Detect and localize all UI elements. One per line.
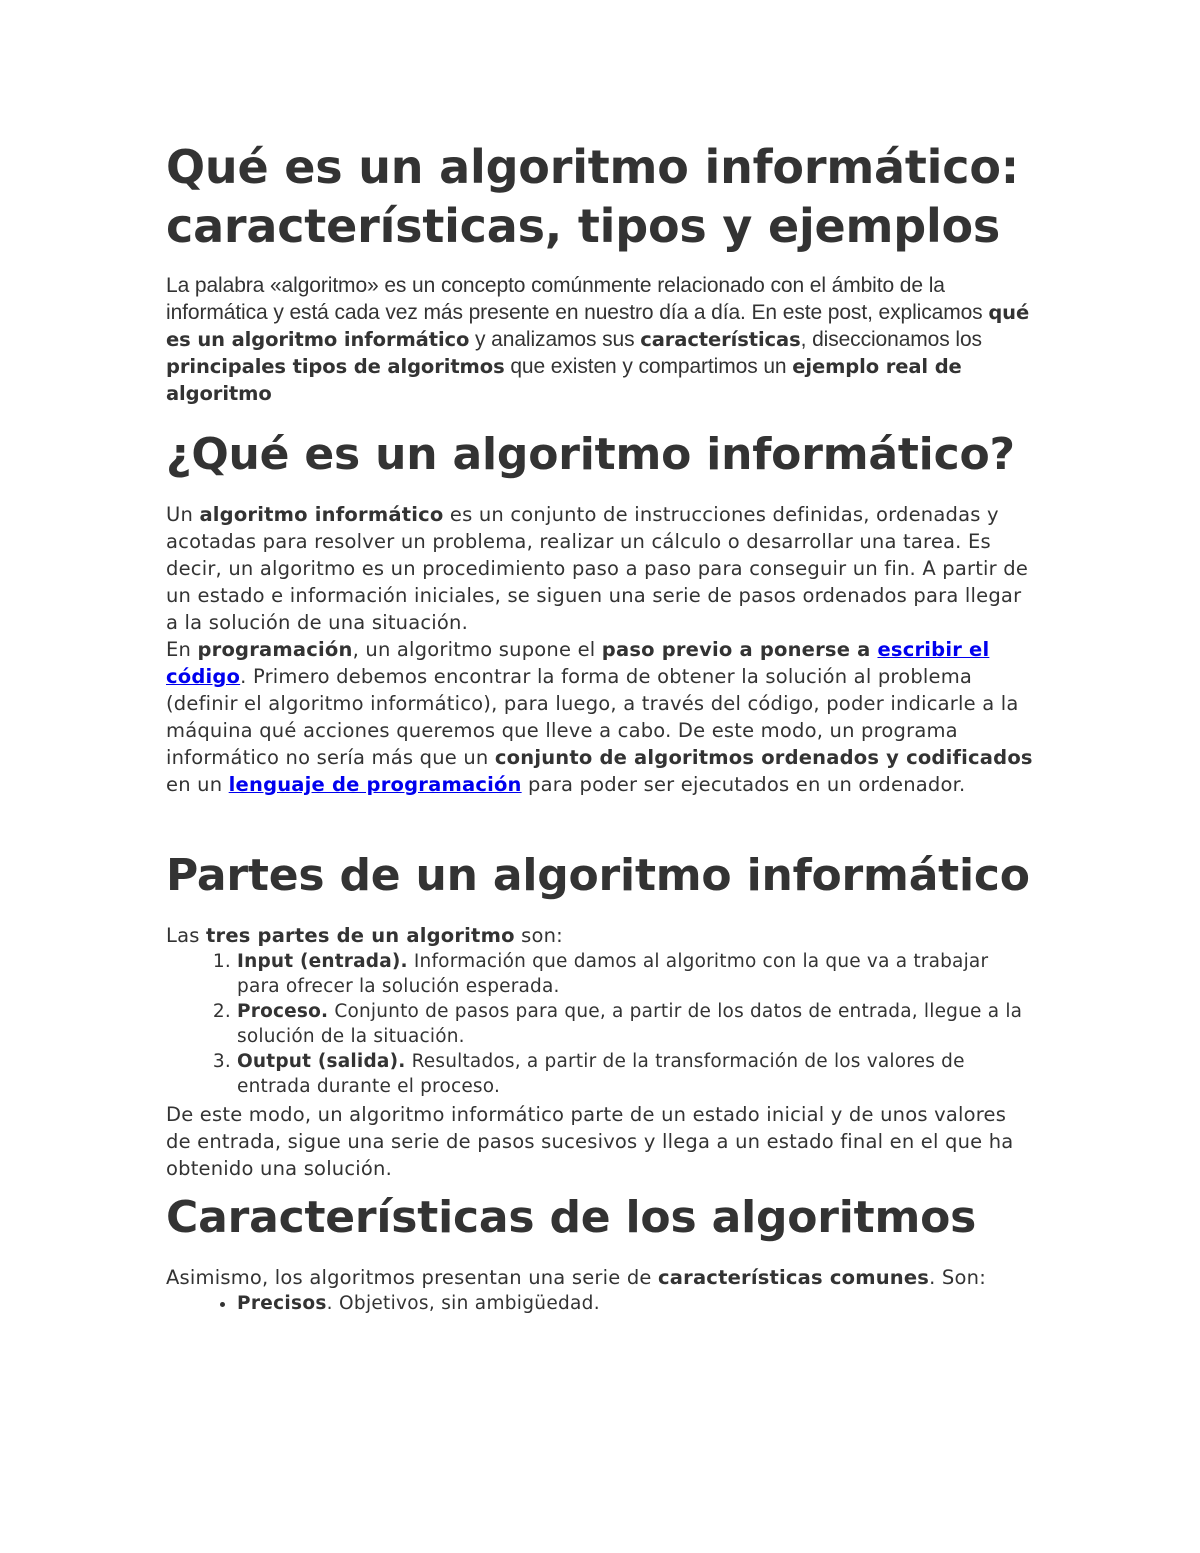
link-escribir-codigo[interactable]: escribir el código — [166, 638, 990, 688]
definition-paragraph: Un algoritmo informático es un conjunto de instrucciones definidas, ordenadas y acotadas para resolver un problema, realizar un cálculo o desarrollar una tarea. Es decir, un algoritmo es un procedimiento paso a paso para conseguir un fin. A partir de un estado e información iniciales, se siguen una serie de pasos ordenados para llegar a la solución de una situación. — [166, 503, 1029, 634]
title-line-2: características, tipos y ejemplos — [166, 199, 1001, 253]
document-title — [166, 138, 1036, 256]
definition-bold: algoritmo informático — [199, 503, 444, 526]
programming-paragraph: En programación, un algoritmo supone el paso previo a ponerse a escribir el código. Primero debemos encontrar la forma de obtener la solución al problema (definir el algoritmo informático), para luego, a través del código, poder indicarle a la máquina qué acciones queremos que lleve a cabo. De este modo, un programa informático no sería más que un conjunto de algoritmos ordenados y codificados en un lenguaje de programación para poder ser ejecutados en un ordenador. — [166, 638, 1033, 796]
list-item: 3. Output (salida). Resultados, a partir de la transformación de los valores de entrada durante el proceso. — [237, 1049, 1036, 1099]
link-lenguaje-programacion[interactable]: lenguaje de programación — [228, 773, 522, 796]
characteristics-list — [166, 1291, 1036, 1316]
heading-caracteristicas: Características de los algoritmos — [166, 1192, 977, 1243]
document-page — [166, 138, 1036, 1316]
list-item: • Precisos. Objetivos, sin ambigüedad. — [237, 1291, 1036, 1316]
list-item: 2. Proceso. Conjunto de pasos para que, a partir de los datos de entrada, llegue a la solución de la situación. — [237, 999, 1036, 1049]
intro-bold-2: características — [640, 328, 801, 351]
parts-closing: De este modo, un algoritmo informático parte de un estado inicial y de unos valores de entrada, sigue una serie de pasos sucesivos y llega a un estado final en el que ha obtenido una solución. — [166, 1103, 1014, 1180]
title-line-1: Qué es un algoritmo informático: — [166, 140, 1019, 194]
list-item: 1. Input (entrada). Información que damos al algoritmo con la que va a trabajar para ofrecer la solución esperada. — [237, 949, 1036, 999]
heading-que-es: ¿Qué es un algoritmo informático? — [166, 429, 1015, 480]
parts-lead: Las tres partes de un algoritmo son: — [166, 924, 563, 947]
intro-bold-4: ejemplo real de algoritmo — [166, 355, 962, 405]
intro-bold-3: principales tipos de algoritmos — [166, 355, 505, 378]
heading-partes: Partes de un algoritmo informático — [166, 850, 1030, 901]
parts-list — [166, 949, 1036, 1099]
intro-paragraph: La palabra «algoritmo» es un concepto comúnmente relacionado con el ámbito de la informática y está cada vez más presente en nuestro día a día. En este post, explicamos qué es un algoritmo informático y analizamos sus características, diseccionamos los principales tipos de algoritmos que existen y compartimos un ejemplo real de algoritmo — [166, 274, 1030, 405]
characteristics-lead: Asimismo, los algoritmos presentan una serie de características comunes. Son: — [166, 1266, 986, 1289]
intro-bold-1: qué es un algoritmo informático — [166, 301, 1030, 351]
